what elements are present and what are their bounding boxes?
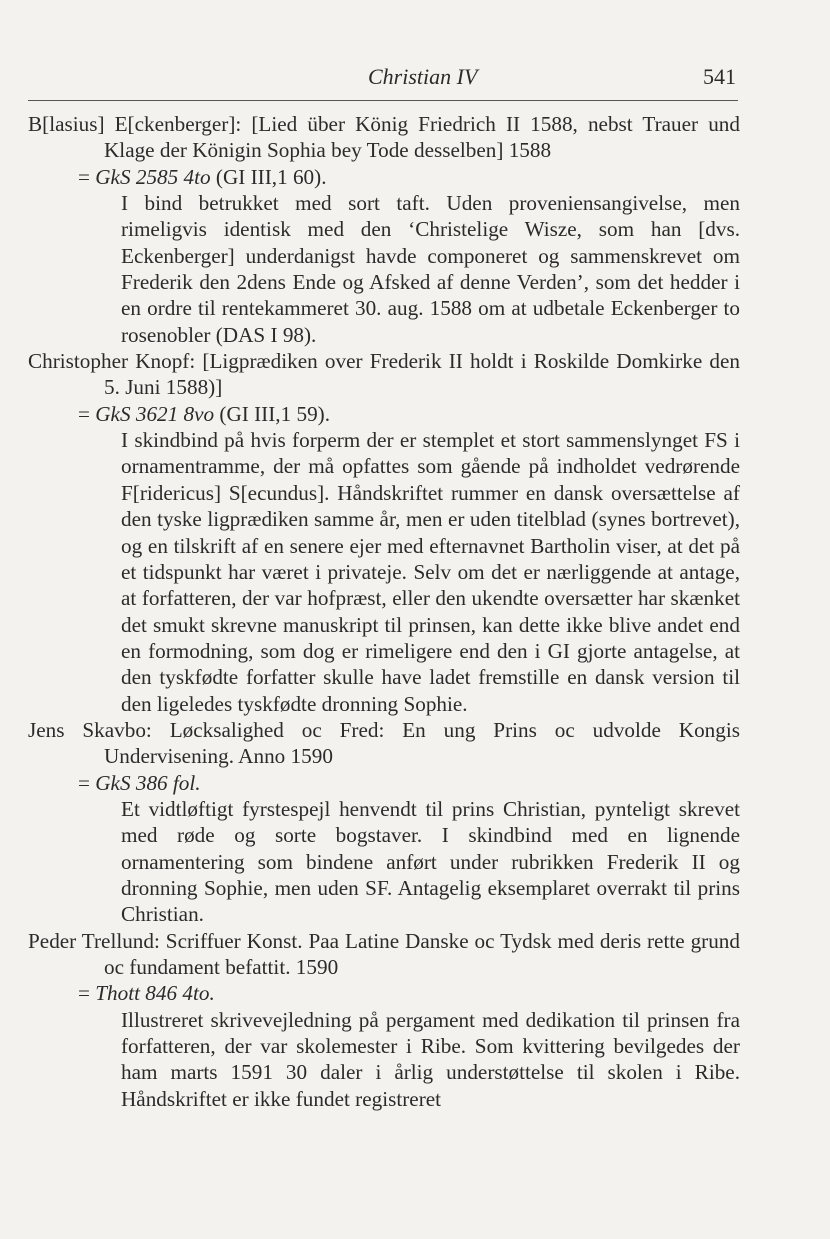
shelfmark-signature: Thott 846 4to. <box>95 981 215 1006</box>
shelfmark <box>28 980 740 1006</box>
entry-heading: Peder Trellund: Scriffuer Konst. Paa Latine Danske oc Tydsk med deris rette grund oc fundament befattit. 1590 <box>28 928 740 979</box>
shelfmark-signature: GkS 3621 8vo <box>95 401 215 426</box>
entry-note: I bind betrukket med sort taft. Uden proveniensangivelse, men rimeligvis identisk med den ‘Christelige Wisze, som han [dvs. Eckenberger] underdanigst havde componeret og sammenskrevet om Frederik den 2dens Ende og Afsked af denne Verden’, som det hedder i en ordre til rentekammeret 30. aug. 1588 om at udbetale Eckenberger to rosenobler (DAS I 98). <box>121 191 740 347</box>
shelfmark <box>28 401 740 427</box>
entry-heading: Jens Skavbo: Løcksalighed oc Fred: En ung Prins oc udvolde Kongis Undervisening. Anno 1590 <box>28 717 740 769</box>
entry-note: Et vidtløftigt fyrstespejl henvendt til prins Christian, pynteligt skrevet med røde og sorte bogstaver. I skindbind med en lignende ornamentering som bindene anført under rubrikken Frederik II og dronning Sophie, men uden SF. Antagelig eksemplaret overrakt til prins Christian. <box>121 796 740 927</box>
document-body <box>28 111 740 1112</box>
page-number: 541 <box>703 64 736 89</box>
shelfmark <box>28 770 740 796</box>
page-header <box>28 62 738 101</box>
running-title: Christian IV <box>368 64 478 89</box>
shelfmark-prefix: = <box>78 401 96 426</box>
shelfmark-prefix: = <box>78 981 96 1006</box>
shelfmark-signature: GkS 2585 4to <box>95 164 211 189</box>
shelfmark-signature: GkS 386 fol. <box>95 770 201 795</box>
entry-note: I skindbind på hvis forperm der er stemplet et stort sammenslynget FS i ornamentramme, der må opfattes som gående på indholdet vedrørende F[ridericus] S[ecundus]. Håndskriftet rummer en dansk oversættelse af den tyske ligprædiken samme år, men er uden titelblad (synes bortrevet), og en tilskrift af en senere ejer med efternavnet Bartholin viser, at det på et tidspunkt har været i privateje. Selv om det er nærliggende at antage, at forfatteren, der var hofpræst, eller den ukendte oversætter har skænket det smukt skrevne manuskript til prinsen, kan dette ikke blive andet end en formodning, som dog er rimeligere end den i GI gjorte antagelse, at den tyskfødte forfatter skulle have ladet fremstille en dansk version til den ligeledes tyskfødte dronning Sophie. <box>121 428 740 716</box>
shelfmark-reference: (GI III,1 59). <box>214 401 331 426</box>
shelfmark-prefix: = <box>78 164 96 189</box>
shelfmark <box>28 164 740 190</box>
entry-note: Illustreret skrivevejledning på pergament med dedikation til prinsen fra forfatteren, der var skolemester i Ribe. Som kvittering bevilgedes der ham marts 1591 30 daler i årlig understøttelse til skolen i Ribe. Håndskriftet er ikke fundet registreret <box>121 1007 740 1111</box>
entry-heading: Christopher Knopf: [Ligprædiken over Frederik II holdt i Roskilde Domkirke den 5. Juni 1588)] <box>28 349 740 400</box>
shelfmark-prefix: = <box>78 770 96 795</box>
catalog-entry <box>28 348 740 717</box>
entry-heading: B[lasius] E[ckenberger]: [Lied über König Friedrich II 1588, nebst Trauer und Klage der Königin Sophia bey Tode desselben] 1588 <box>28 112 740 163</box>
catalog-entry <box>28 717 740 928</box>
shelfmark-reference: (GI III,1 60). <box>210 164 327 189</box>
catalog-entry <box>28 111 740 348</box>
catalog-entry <box>28 928 740 1112</box>
